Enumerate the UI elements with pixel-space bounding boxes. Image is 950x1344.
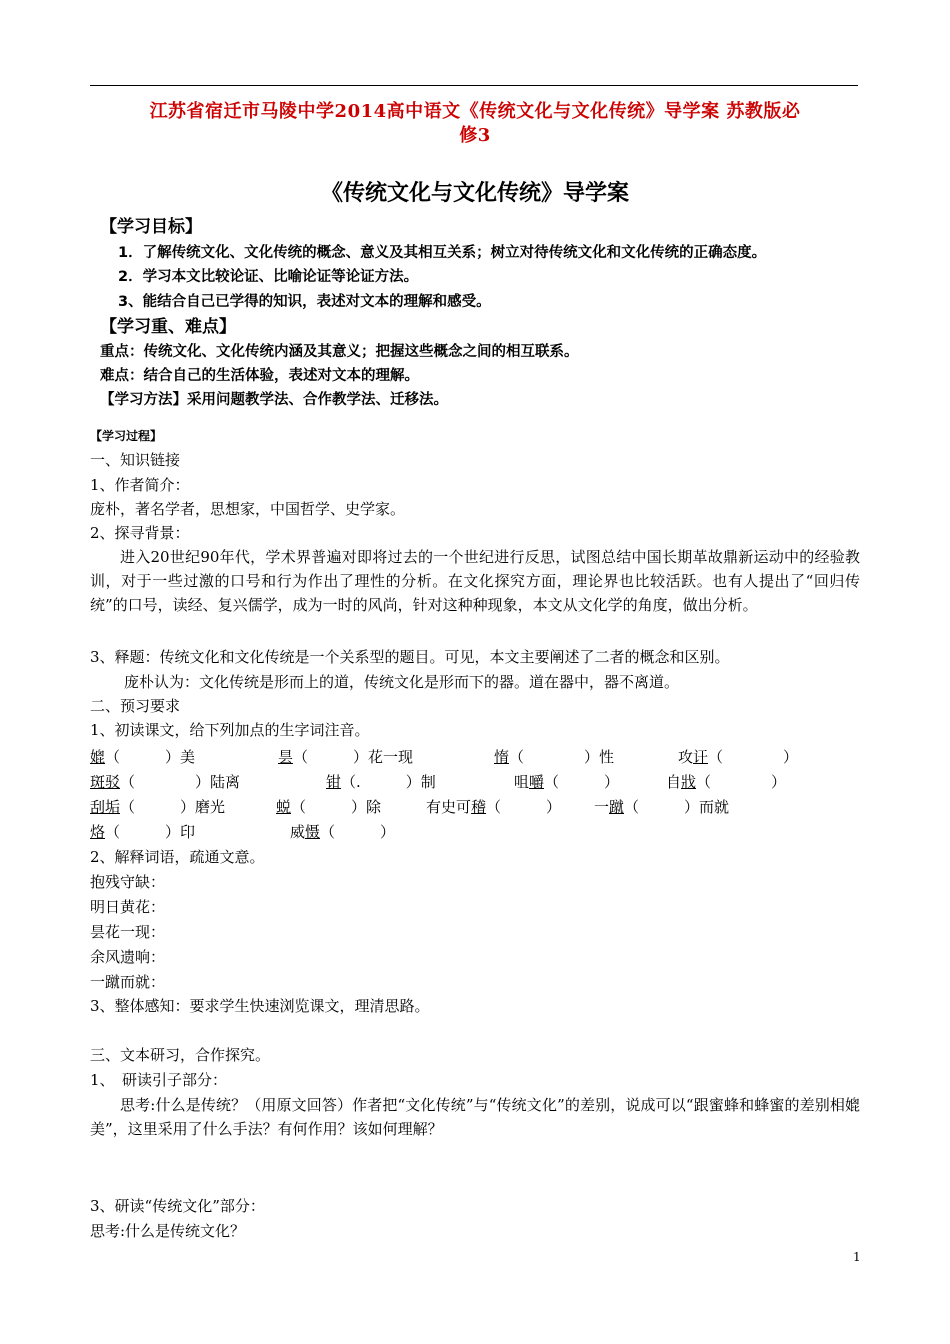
vocab-item: 有史可稽（ ）	[426, 798, 562, 816]
vocab-item: 自戕（ ）	[666, 773, 787, 791]
preview-task-1: 1、初读课文，给下列加点的生字词注音。	[90, 721, 370, 739]
section-2-heading: 二、预习要求	[90, 697, 181, 715]
vocab-item: 威慑（ ）	[290, 823, 396, 841]
vocab-item: 一蹴（ ）而就	[594, 798, 730, 816]
section-3-heading: 三、文本研习，合作探究。	[90, 1046, 271, 1064]
background-label: 2、探寻背景：	[90, 524, 190, 542]
goal-item-3: 3、能结合自己已学得的知识，表述对文本的理解和感受。	[118, 294, 491, 310]
study-task-3-question: 思考:什么是传统文化？	[90, 1222, 246, 1240]
study-task-1-question: 思考:什么是传统？（用原文回答）作者把“文化传统”与“传统文化”的差别，说成可以“跟蜜蜂和蜂蜜的差别相媲美”，这里采用了什么手法？有何作用？该如何理解？	[90, 1096, 860, 1138]
preview-task-2: 2、解释词语，疏通文意。	[90, 848, 265, 866]
vocab-item: 攻讦（ ）	[678, 748, 799, 766]
key-point: 重点：传统文化、文化传统内涵及其意义；把握这些概念之间的相互联系。	[100, 344, 579, 360]
page-number: 1	[853, 1250, 861, 1264]
goals-heading: 【学习目标】	[100, 217, 202, 237]
header-rule	[90, 85, 858, 86]
difficult-point: 难点：结合自己的生活体验，表述对文本的理解。	[100, 368, 419, 384]
study-task-3: 3、研读“传统文化”部分：	[90, 1197, 265, 1215]
source-title-line2: 修3	[459, 125, 491, 146]
vocab-item: 媲（ ）美	[90, 748, 196, 766]
source-title-line1: 江苏省宿迁市马陵中学2014高中语文《传统文化与文化传统》导学案 苏教版必	[149, 101, 801, 122]
term-item: 昙花一现：	[90, 923, 166, 941]
document-title: 《传统文化与文化传统》导学案	[320, 180, 629, 206]
learning-method: 【学习方法】采用问题教学法、合作教学法、迁移法。	[100, 392, 448, 408]
section-1-heading: 一、知识链接	[90, 451, 181, 469]
process-heading: 【学习过程】	[90, 429, 163, 443]
term-item: 抱残守缺：	[90, 873, 166, 891]
vocab-item: 烙（ ）印	[90, 823, 196, 841]
author-intro-label: 1、作者简介：	[90, 476, 190, 494]
vocab-item: 钳（. ）制	[326, 773, 436, 791]
author-intro-text: 庞朴，著名学者，思想家，中国哲学、史学家。	[90, 500, 406, 518]
term-item: 一蹴而就：	[90, 973, 166, 991]
key-points-heading: 【学习重、难点】	[100, 317, 236, 337]
title-explanation-quote: 庞朴认为：文化传统是形而上的道，传统文化是形而下的器。道在器中，器不离道。	[124, 673, 680, 691]
goal-item-1: 1．了解传统文化、文化传统的概念、意义及其相互关系；树立对待传统文化和文化传统的正确态度。	[118, 245, 767, 261]
goal-item-2: 2．学习本文比较论证、比喻论证等论证方法。	[118, 269, 419, 285]
vocab-item: 惰（ ）性	[494, 748, 615, 766]
study-task-1: 1、 研读引子部分：	[90, 1071, 228, 1089]
term-item: 明日黄花：	[90, 898, 166, 916]
preview-task-3: 3、整体感知：要求学生快速浏览课文，理清思路。	[90, 997, 430, 1015]
title-explanation: 3、释题：传统文化和文化传统是一个关系型的题目。可见，本文主要阐述了二者的概念和区别。	[90, 648, 730, 666]
vocab-item: 咀嚼（ ）	[514, 773, 620, 791]
background-text: 进入20世纪90年代，学术界普遍对即将过去的一个世纪进行反思，试图总结中国长期革故鼎新运动中的经验教训，对于一些过激的口号和行为作出了理性的分析。在文化探究方面，理论界也比较活跃。也有人提出了“回归传统”的口号，读经、复兴儒学，成为一时的风尚，针对这种种现象，本文从文化学的角度，做出分析。	[90, 548, 860, 614]
vocab-item: 昙（ ）花一现	[278, 748, 414, 766]
vocab-item: 刮垢（ ）磨光	[90, 798, 226, 816]
vocab-item: 蜕（ ）除	[276, 798, 382, 816]
vocab-item: 斑驳（ ）陆离	[90, 773, 241, 791]
term-item: 余风遗响：	[90, 948, 166, 966]
